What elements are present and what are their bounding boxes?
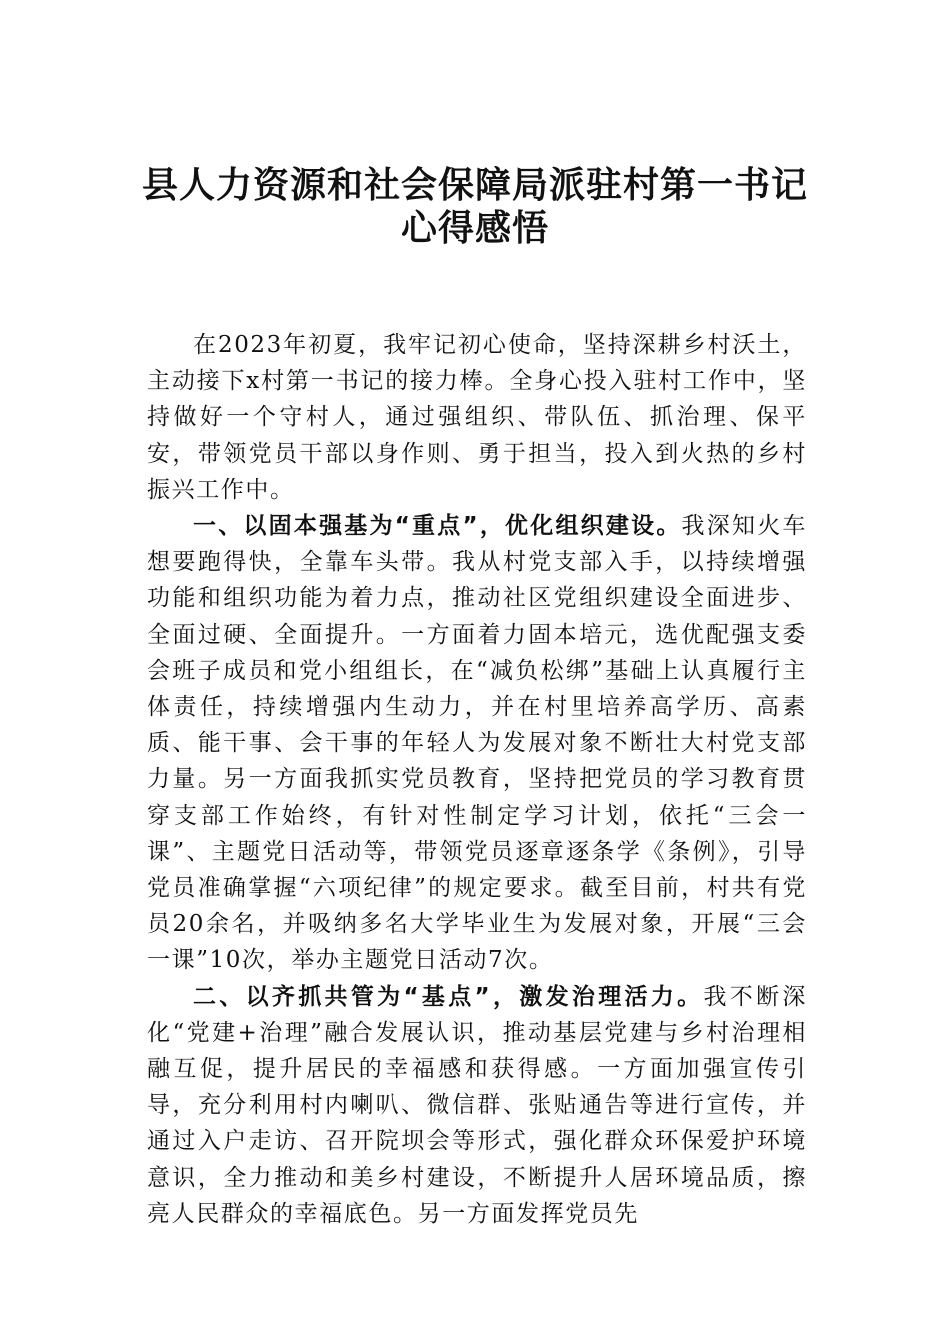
section-one-paragraph	[147, 508, 807, 979]
document-title: 县人力资源和社会保障局派驻村第一书记	[141, 165, 808, 206]
document-subtitle: 心得感悟	[400, 208, 549, 249]
section-two-text: 我不断深化“党建+治理”融合发展认识，推动基层党建与乡村治理相融互促，提升居民的幸福感和获得感。一方面加强宣传引导，充分利用村内喇叭、微信群、张贴通告等进行宣传，并通过入户走访、召开院坝会等形式，强化群众环保爱护环境意识，全力推动和美乡村建设，不断提升人居环境品质，擦亮人民群众的幸福底色。另一方面发挥党员先	[147, 983, 808, 1227]
section-one-heading: 一、以固本强基为“重点”，优化组织建设。	[193, 513, 682, 540]
section-one-text: 我深知火车想要跑得快，全靠车头带。我从村党支部入手，以持续增强功能和组织功能为着力点，推动社区党组织建设全面进步、全面过硬、全面提升。一方面着力固本培元，选优配强支委会班子成员和党小组组长，在“减负松绑”基础上认真履行主体责任，持续增强内生动力，并在村里培养高学历、高素质、能干事、会干事的年轻人为发展对象不断壮大村党支部力量。另一方面我抓实党员教育，坚持把党员的学习教育贯穿支部工作始终，有针对性制定学习计划，依托“三会一课”、主题党日活动等，带领党员逐章逐条学《条例》，引导党员准确掌握“六项纪律”的规定要求。截至目前，村共有党员20余名，并吸纳多名大学毕业生为发展对象，开展“三会一课”10次，举办主题党日活动7次。	[147, 513, 808, 974]
intro-paragraph	[147, 327, 807, 508]
document-body	[147, 327, 807, 1232]
section-two-paragraph	[147, 979, 807, 1232]
intro-paragraph-text: 在2023年初夏，我牢记初心使命，坚持深耕乡村沃土，主动接下x村第一书记的接力棒。全身心投入驻村工作中，坚持做好一个守村人，通过强组织、带队伍、抓治理、保平安，带领党员干部以身作则、勇于担当，投入到火热的乡村振兴工作中。	[147, 332, 807, 503]
section-two-heading: 二、以齐抓共管为“基点”，激发治理活力。	[193, 983, 704, 1010]
